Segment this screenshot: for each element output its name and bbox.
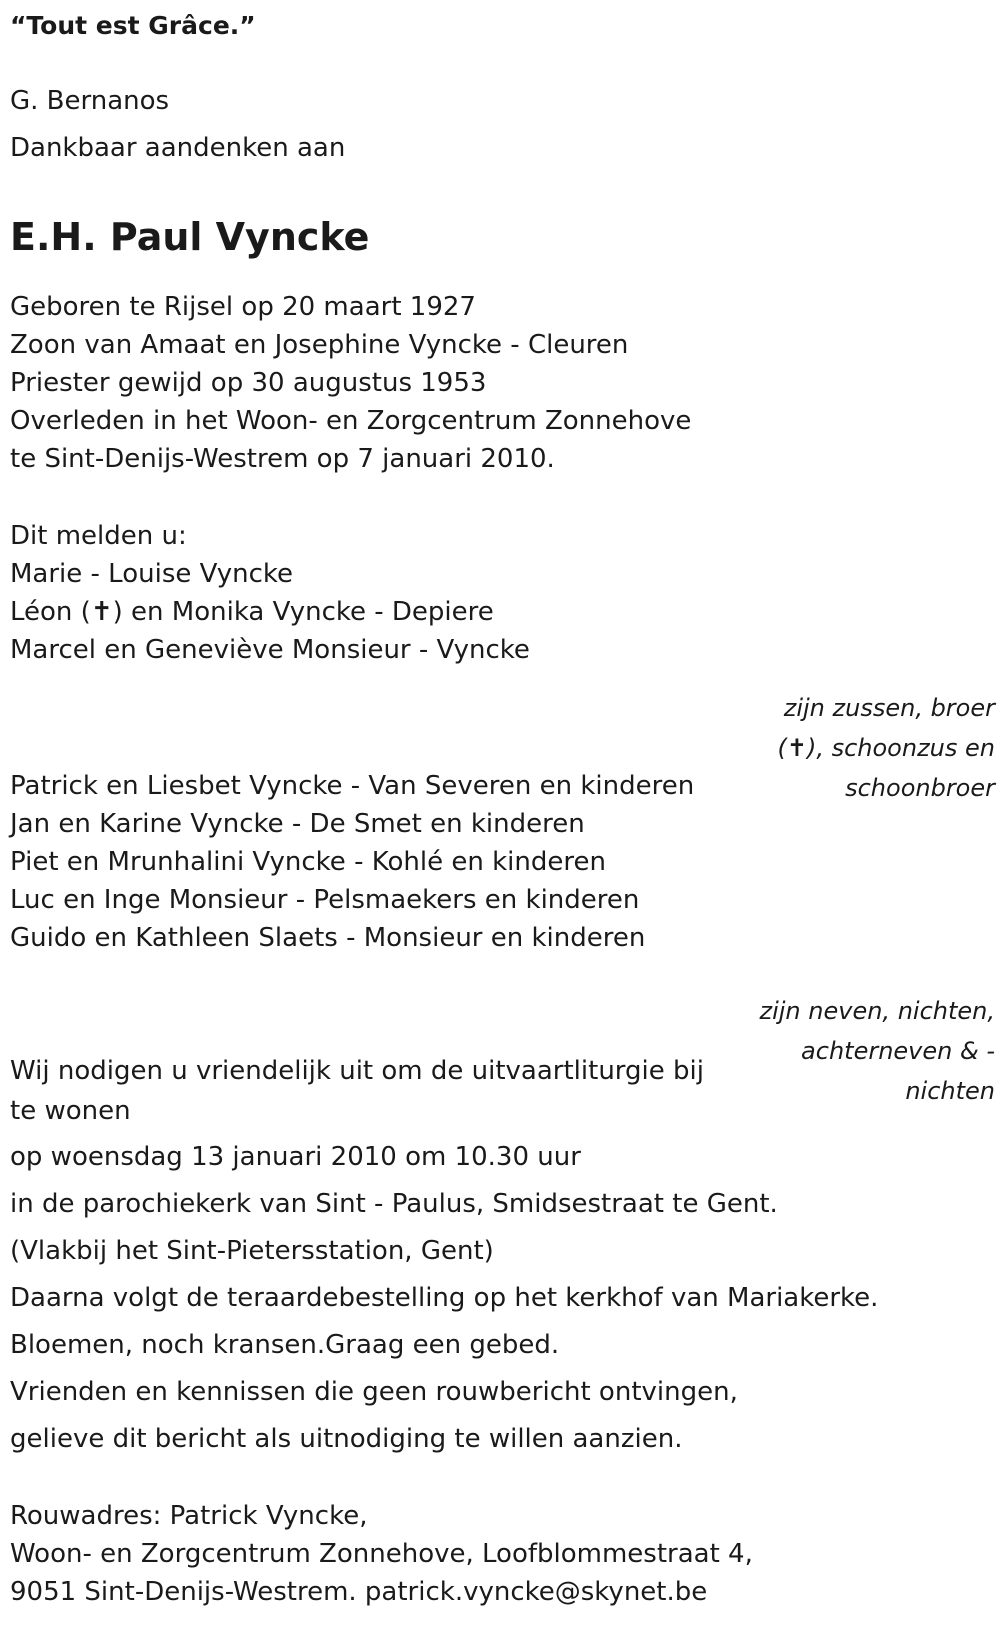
caption-text: zijn zussen, broer ( [777, 694, 995, 762]
bio-line-ordained: Priester gewijd op 30 augustus 1953 [10, 368, 487, 398]
funeral-location-note: (Vlakbij het Sint-Pietersstation, Gent) [10, 1236, 494, 1266]
nephew-line: Guido en Kathleen Slaets - Monsieur en kinderen [10, 923, 646, 953]
flowers-note: Bloemen, noch kransen.Graag een gebed. [10, 1330, 560, 1360]
sibling-name: ) en Monika Vyncke - Depiere [112, 597, 494, 627]
announce-label: Dit melden u: [10, 521, 187, 551]
invitation-note: gelieve dit bericht als uitnodiging te willen aanzien. [10, 1424, 683, 1454]
bio-line-place: te Sint-Denijs-Westrem op 7 januari 2010. [10, 444, 555, 474]
obituary-notice [10, 0, 995, 1648]
cross-icon: ✝ [786, 734, 807, 762]
sibling-line: Marie - Louise Vyncke [10, 559, 294, 589]
nephew-line: Luc en Inge Monsieur - Pelsmaekers en kinderen [10, 885, 640, 915]
bio-line-birth: Geboren te Rijsel op 20 maart 1927 [10, 292, 476, 322]
sibling-line [10, 592, 494, 632]
intro-text: Dankbaar aandenken aan [10, 133, 346, 163]
bio-line-parents: Zoon van Amaat en Josephine Vyncke - Cleuren [10, 330, 629, 360]
quote-author: G. Bernanos [10, 86, 170, 116]
sibling-line: Marcel en Geneviève Monsieur - Vyncke [10, 635, 530, 665]
address-line: Rouwadres: Patrick Vyncke, [10, 1501, 368, 1531]
friends-note: Vrienden en kennissen die geen rouwbericht ontvingen, [10, 1377, 738, 1407]
invitation-text: Wij nodigen u vriendelijk uit om de uitvaartliturgie bij te wonen [10, 1056, 704, 1126]
nephew-line: Jan en Karine Vyncke - De Smet en kinderen [10, 809, 585, 839]
burial-note: Daarna volgt de teraardebestelling op het kerkhof van Mariakerke. [10, 1283, 879, 1313]
address-line: 9051 Sint-Denijs-Westrem. patrick.vyncke@skynet.be [10, 1577, 708, 1607]
cross-icon: ✝ [90, 597, 113, 627]
bio-line-died: Overleden in het Woon- en Zorgcentrum Zonnehove [10, 406, 692, 436]
funeral-date: op woensdag 13 januari 2010 om 10.30 uur [10, 1142, 581, 1172]
deceased-name: E.H. Paul Vyncke [10, 215, 370, 259]
nephew-line: Patrick en Liesbet Vyncke - Van Severen en kinderen [10, 771, 695, 801]
sibling-name: Léon ( [10, 597, 91, 627]
nephew-line: Piet en Mrunhalini Vyncke - Kohlé en kinderen [10, 847, 606, 877]
caption-text: ), schoonzus en schoonbroer [806, 734, 995, 802]
funeral-church: in de parochiekerk van Sint - Paulus, Smidsestraat te Gent. [10, 1189, 778, 1219]
quote-text: “Tout est Grâce.” [10, 11, 256, 40]
address-line: Woon- en Zorgcentrum Zonnehove, Loofblommestraat 4, [10, 1539, 753, 1569]
siblings-caption [735, 688, 995, 808]
nephews-caption: zijn neven, nichten, achterneven & -nichten [759, 997, 995, 1105]
